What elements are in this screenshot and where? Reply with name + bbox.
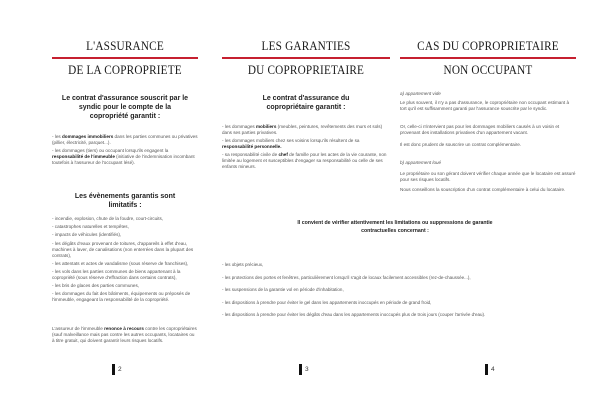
page-title-line2: NON OCCUPANT [443,63,533,77]
paragraph: Or, celle-ci n'intervient pas pour les dommages mobiliers causés à un voisin et provenant des installations privatives d'un appartement vacant. [400,124,560,135]
list-item: - les dommages mobiliers (meubles, peintures, revêtements des murs et sols) dans ses parties privatives. [222,124,383,135]
section-subtitle: Les évènements garantis sont limitatifs : [74,193,176,209]
title-divider [222,57,390,59]
list-item: - les dispositions à prendre pour éviter les dégâts d'eau dans les appartements inoccupés plus de trois jours (couper l'arrivée d'eau). [222,312,486,317]
list-item: - catastrophes naturelles et tempêtes, [52,224,129,230]
title-divider [52,57,198,59]
list-item: - sa responsabilité civile de chef de famille pour les actes de la vie courante, non limitée au logement et susceptibles d'engager sa responsabilité ou celle de ses enfants mineurs. [222,152,387,170]
paragraph: Le propriétaire ou son gérant doivent vérifier chaque année que le locataire est assuré pour ses risques locatifs. [400,171,576,182]
list-item: - impacts de véhicules (identifiés), [52,232,122,238]
list-item: - les dommages immobiliers dans les parties communes ou privatives (pillier, électricité, parquet...). [52,134,198,145]
guarantee-list [52,134,198,168]
list-item: - les protections des portes et fenêtres, particulièrement lorsqu'il s'agit de locaux facilement accessibles (rez-de-chaussée...), [222,274,471,280]
list-item: - les vols dans les parties communes de biens appartenant à la copropriété (sous réserve d'effraction dans certains contrats), [52,268,181,280]
limitations-note: Il convient de vérifier attentivement les limitations ou suppressions de garantie contractuelles concernant : [297,220,493,234]
list-item: - les objets précieux, [222,262,264,267]
list-item: - les dispositions à prendre pour éviter le gel dans les appartements inoccupés en période de grand froid, [222,299,432,305]
events-list [52,216,198,306]
list-item: - les dommages (tiers) ou occupant lorsqu'ils engagent la responsabilité de l'immeuble (initiative de l'indemnisation incombant toutefois à l'assureur de l'occupant lésé). [52,148,195,166]
page-title-line2: DE LA COPROPRIETE [68,63,182,77]
page-marker [485,364,488,375]
paragraph: Nous conseillons la souscription d'un contrat complémentaire à celui du locataire. [400,187,566,192]
guarantee-list [222,124,390,173]
limitations-list [222,262,562,325]
page-marker [112,364,115,375]
page-4-column [400,0,576,400]
paragraph: Il est donc prudent de souscrire un contrat complémentaire. [400,142,522,147]
list-item: - les bris de glaces des parties communes, [52,283,140,289]
section-subtitle: Le contrat d'assurance souscrit par le syndic pour le compte de la copropriété garantit : [61,95,189,120]
page-title-line1: L'ASSURANCE [86,39,164,53]
list-item: - les dommages du fait des bâtiments, équipements ou préposés de l'immeuble, engageant la responsabilité de la copropriété. [52,291,191,303]
page-number: 3 [305,366,309,373]
title-divider [400,57,576,59]
paragraph: Le plus souvent, il n'y a pas d'assurance, le copropriétaire non occupant estimant à tort qu'il est suffisamment garanti par l'assurance souscrite par le syndic. [400,100,570,111]
page-marker [299,364,302,375]
page-title-line1: CAS DU COPROPRIETAIRE [417,39,559,53]
page-number: 2 [118,366,122,373]
section-subtitle: Le contrat d'assurance du copropriétaire garantit : [262,95,350,111]
page-number: 4 [491,366,495,373]
list-item: - les dégâts d'eaux provenant de toitures, d'appareils à effet d'eau, machines à laver, de canalisations (non enterrées dans la plupart des contrats), [52,240,194,258]
list-item: - les suspensions de la garantie vol en période d'inhabitation, [222,287,344,292]
subsection-heading: a) appartement vide [400,91,441,96]
list-item: - les dommages mobiliers chez ses voisins lorsqu'ils résultent de sa responsabilité personnelle. [222,138,360,150]
subsection-heading: b) appartement loué [400,160,442,165]
page-title-line1: LES GARANTIES [261,39,351,53]
page-3-column [222,0,390,400]
page-title-line2: DU COPROPRIETAIRE [247,63,365,77]
recourse-paragraph: L'assureur de l'immeuble renonce à recours contre les copropriétaires (sauf malveillance mais pas contre les autres occupants, locataires ou à titre gratuit, qui doivent garantir leurs risques locatifs. [52,326,197,343]
list-item: - les attentats et actes de vandalisme (sous réserve de franchises), [52,260,189,266]
page-2-column [52,0,198,400]
list-item: - incendie, explosion, chute de la foudre, court-circuits, [52,216,164,221]
